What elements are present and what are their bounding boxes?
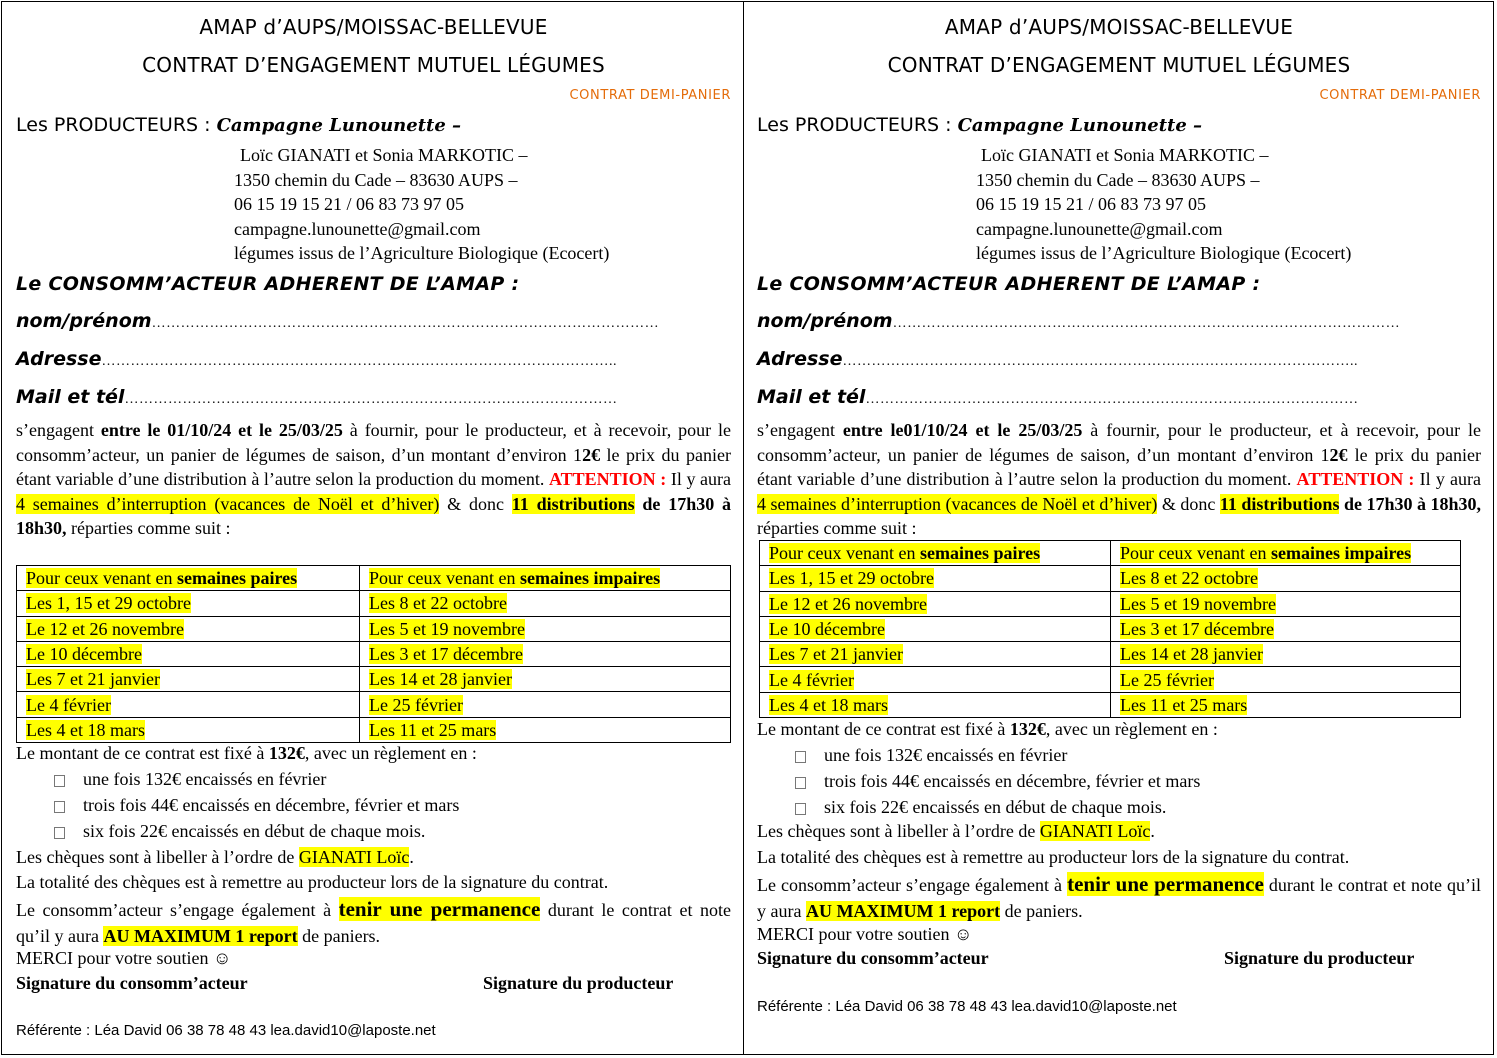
- table-row: [17, 566, 731, 591]
- contract-amount: 132€: [1009, 719, 1046, 739]
- contract-title: CONTRAT D’ENGAGEMENT MUTUEL LÉGUMES: [142, 53, 605, 77]
- schedule-table: [759, 540, 1461, 718]
- consumer-heading: Le CONSOMM’ACTEUR ADHERENT DE L’AMAP :: [16, 273, 520, 295]
- even-date: Les 1, 15 et 29 octobre: [760, 566, 1111, 591]
- producer-email: campagne.lunounette@gmail.com: [234, 219, 481, 239]
- odd-date: Le 25 février: [360, 692, 731, 717]
- farm-dash: –: [445, 115, 462, 136]
- producers-line: [16, 114, 461, 136]
- even-date: Le 10 décembre: [17, 641, 360, 666]
- consumer-signature[interactable]: Signature du consomm’acteur: [16, 973, 248, 993]
- table-row: [760, 566, 1461, 591]
- contact-field[interactable]: [16, 386, 617, 408]
- producers-label: Les PRODUCTEURS :: [757, 114, 958, 136]
- engage-text-6: réparties comme suit :: [757, 518, 917, 538]
- odd-date: Les 3 et 17 décembre: [1111, 616, 1461, 641]
- schedule-table: [16, 565, 731, 743]
- engage-price: 2€: [582, 444, 601, 465]
- engage-text-2: à fournir, pour le producteur, et à recevoir, pour le consomm’acteur, un panier de légumes de saison, d’un montant d’environ 1: [16, 420, 731, 465]
- name-label: nom/prénom: [16, 310, 152, 332]
- payee-highlight: GIANATI Loïc: [1039, 821, 1151, 841]
- address-field[interactable]: [757, 348, 1358, 370]
- odd-date: Les 5 et 19 novembre: [360, 616, 731, 641]
- producer-address: 1350 chemin du Cade – 83630 AUPS –: [976, 170, 1260, 190]
- permanence-highlight: tenir une permanence: [338, 897, 541, 921]
- producer-signature[interactable]: Signature du producteur: [483, 973, 674, 993]
- permanence-highlight: tenir une permanence: [1067, 872, 1264, 896]
- name-dots: ……………………………………………………………………………………………: [892, 316, 1401, 331]
- report-highlight: AU MAXIMUM 1 report: [805, 901, 1001, 921]
- engage-dates: entre le 01/10/24 et le 25/03/25: [100, 420, 343, 440]
- contract-title: CONTRAT D’ENGAGEMENT MUTUEL LÉGUMES: [887, 53, 1351, 77]
- payment-option-3[interactable]: six fois 22€ encaissés en début de chaque mois.: [757, 797, 1166, 818]
- checkbox[interactable]: [795, 751, 806, 763]
- producers-label: Les PRODUCTEURS :: [16, 114, 217, 136]
- name-label: nom/prénom: [757, 310, 893, 332]
- odd-date: Les 14 et 28 janvier: [360, 667, 731, 692]
- contract-amount: 132€: [268, 743, 305, 763]
- contract-type: CONTRAT DEMI-PANIER: [569, 88, 731, 103]
- checkbox[interactable]: [54, 775, 65, 787]
- distribution-hours: de 17h30 à 18h30,: [1339, 493, 1481, 514]
- engage-text-4: Il y aura: [666, 469, 732, 489]
- table-row: [17, 591, 731, 616]
- checkbox[interactable]: [54, 827, 65, 839]
- engagement-paragraph: [16, 418, 731, 541]
- column-divider: [743, 1, 744, 1055]
- engage-text: s’engagent: [757, 420, 843, 440]
- contract-left: [16, 0, 731, 1056]
- contract-right: [757, 0, 1481, 1056]
- producer-names: Loïc GIANATI et Sonia MARKOTIC –: [240, 145, 528, 165]
- consumer-signature[interactable]: Signature du consomm’acteur: [757, 948, 989, 968]
- odd-date: Les 5 et 19 novembre: [1111, 591, 1461, 616]
- table-row: [17, 641, 731, 666]
- thanks-line: MERCI pour votre soutien ☺: [757, 924, 973, 944]
- even-date: Le 12 et 26 novembre: [17, 616, 360, 641]
- engage-text: s’engagent: [16, 420, 101, 440]
- name-field[interactable]: [757, 310, 1400, 332]
- referent-line: Référente : Léa David 06 38 78 48 43 lea.david10@laposte.net: [16, 1022, 436, 1039]
- engagement-paragraph: [757, 418, 1481, 541]
- odd-weeks-header: Pour ceux venant en semaines impaires: [1111, 541, 1461, 566]
- even-date: Les 4 et 18 mars: [17, 717, 360, 742]
- engage-text-4: Il y aura: [1414, 469, 1482, 489]
- engage-text-2: à fournir, pour le producteur, et à recevoir, pour le consomm’acteur, un panier de légumes de saison, d’un montant d’environ 1: [757, 420, 1482, 465]
- odd-date: Les 11 et 25 mars: [1111, 692, 1461, 717]
- odd-weeks-header: Pour ceux venant en semaines impaires: [360, 566, 731, 591]
- payment-option-2[interactable]: trois fois 44€ encaissés en décembre, février et mars: [757, 771, 1200, 792]
- table-row: [760, 667, 1461, 692]
- contract-type: CONTRAT DEMI-PANIER: [1319, 88, 1481, 103]
- even-date: Les 1, 15 et 29 octobre: [17, 591, 360, 616]
- odd-date: Les 8 et 22 octobre: [1111, 566, 1461, 591]
- even-date: Les 7 et 21 janvier: [17, 667, 360, 692]
- permanence-paragraph: Le consomm’acteur s’engage également à tenir une permanence durant le contrat et note qu’il y aura AU MAXIMUM 1 report de paniers.: [16, 897, 731, 946]
- producer-address: 1350 chemin du Cade – 83630 AUPS –: [234, 170, 518, 190]
- producer-certification: légumes issus de l’Agriculture Biologique (Ecocert): [976, 243, 1352, 263]
- consumer-heading: Le CONSOMM’ACTEUR ADHERENT DE L’AMAP :: [757, 273, 1261, 295]
- even-date: Le 10 décembre: [760, 616, 1111, 641]
- table-row: [17, 667, 731, 692]
- table-row: [17, 717, 731, 742]
- engage-text-5: & donc: [1157, 493, 1220, 514]
- permanence-paragraph: Le consomm’acteur s’engage également à tenir une permanence durant le contrat et note qu’il y aura AU MAXIMUM 1 report de paniers.: [757, 872, 1481, 921]
- producer-names: Loïc GIANATI et Sonia MARKOTIC –: [981, 145, 1269, 165]
- distributions-highlight: 11 distributions: [511, 493, 635, 514]
- interruption-highlight: 4 semaines d’interruption (vacances de Noël et d’hiver): [16, 493, 440, 514]
- payment-option-1[interactable]: une fois 132€ encaissés en février: [757, 745, 1067, 766]
- even-date: Le 12 et 26 novembre: [760, 591, 1111, 616]
- table-row: [760, 616, 1461, 641]
- address-field[interactable]: [16, 348, 617, 370]
- even-weeks-header: Pour ceux venant en semaines paires: [760, 541, 1111, 566]
- checkbox[interactable]: [795, 803, 806, 815]
- checkbox[interactable]: [54, 801, 65, 813]
- even-date: Les 4 et 18 mars: [760, 692, 1111, 717]
- engage-text-3: le prix du panier étant variable d’une distribution à l’autre selon la production du moment.: [757, 444, 1481, 489]
- contact-label: Mail et tél: [757, 386, 866, 408]
- contact-label: Mail et tél: [16, 386, 125, 408]
- distribution-hours: de 17h30 à 18h30,: [16, 493, 731, 538]
- checkbox[interactable]: [795, 777, 806, 789]
- totality-line: La totalité des chèques est à remettre au producteur lors de la signature du contrat.: [16, 872, 609, 892]
- address-label: Adresse: [757, 348, 843, 370]
- table-row: [760, 642, 1461, 667]
- address-dots: ……………………………………………………………………………………………..: [101, 354, 617, 369]
- producer-phone: 06 15 19 15 21 / 06 83 73 97 05: [234, 194, 465, 214]
- table-row: [760, 541, 1461, 566]
- even-date: Les 7 et 21 janvier: [760, 642, 1111, 667]
- distributions-highlight: 11 distributions: [1219, 493, 1340, 514]
- amap-title: AMAP d’AUPS/MOISSAC-BELLEVUE: [199, 15, 548, 39]
- producer-phone: 06 15 19 15 21 / 06 83 73 97 05: [976, 194, 1207, 214]
- thanks-line: MERCI pour votre soutien ☺: [16, 948, 232, 968]
- contact-dots: …………………………………………………………………………………………: [124, 392, 618, 407]
- contact-dots: …………………………………………………………………………………………: [865, 392, 1359, 407]
- payee-highlight: GIANATI Loïc: [298, 847, 410, 867]
- table-row: [17, 616, 731, 641]
- table-row: [760, 692, 1461, 717]
- farm-name: Campagne Lunounette: [957, 115, 1187, 136]
- address-dots: ……………………………………………………………………………………………..: [842, 354, 1358, 369]
- even-date: Le 4 février: [760, 667, 1111, 692]
- odd-date: Les 14 et 28 janvier: [1111, 642, 1461, 667]
- engage-text-6: réparties comme suit :: [66, 518, 231, 538]
- engage-text-3: le prix du panier étant variable d’une distribution à l’autre selon la production du moment.: [16, 444, 731, 489]
- producer-signature[interactable]: Signature du producteur: [1224, 948, 1415, 968]
- even-date: Le 4 février: [17, 692, 360, 717]
- cheque-line: Les chèques sont à libeller à l’ordre de GIANATI Loïc.: [757, 821, 1155, 841]
- interruption-highlight: 4 semaines d’interruption (vacances de Noël et d’hiver): [757, 493, 1158, 514]
- report-highlight: AU MAXIMUM 1 report: [103, 926, 298, 946]
- engage-dates: entre le01/10/24 et le 25/03/25: [842, 420, 1083, 440]
- contact-field[interactable]: [757, 386, 1358, 408]
- odd-date: Les 11 et 25 mars: [360, 717, 731, 742]
- odd-date: Les 8 et 22 octobre: [360, 591, 731, 616]
- producer-email: campagne.lunounette@gmail.com: [976, 219, 1223, 239]
- referent-line: Référente : Léa David 06 38 78 48 43 lea.david10@laposte.net: [757, 998, 1177, 1015]
- engage-text-5: & donc: [439, 493, 512, 514]
- amount-line: Le montant de ce contrat est fixé à 132€, avec un règlement en :: [16, 743, 477, 763]
- producers-line: [757, 114, 1202, 136]
- producer-certification: légumes issus de l’Agriculture Biologique (Ecocert): [234, 243, 610, 263]
- farm-name: Campagne Lunounette: [216, 115, 446, 136]
- cheque-line: Les chèques sont à libeller à l’ordre de GIANATI Loïc.: [16, 847, 414, 867]
- payment-option-1[interactable]: une fois 132€ encaissés en février: [16, 769, 326, 790]
- payment-option-2[interactable]: trois fois 44€ encaissés en décembre, février et mars: [16, 795, 459, 816]
- even-weeks-header: Pour ceux venant en semaines paires: [17, 566, 360, 591]
- payment-option-3[interactable]: six fois 22€ encaissés en début de chaque mois.: [16, 821, 425, 842]
- name-field[interactable]: [16, 310, 659, 332]
- farm-dash: –: [1186, 115, 1203, 136]
- odd-date: Les 3 et 17 décembre: [360, 641, 731, 666]
- amap-title: AMAP d’AUPS/MOISSAC-BELLEVUE: [944, 15, 1294, 39]
- totality-line: La totalité des chèques est à remettre au producteur lors de la signature du contrat.: [757, 847, 1350, 867]
- attention-label: ATTENTION :: [1296, 469, 1415, 489]
- address-label: Adresse: [16, 348, 102, 370]
- attention-label: ATTENTION :: [548, 469, 667, 489]
- name-dots: ……………………………………………………………………………………………: [151, 316, 660, 331]
- amount-line: Le montant de ce contrat est fixé à 132€, avec un règlement en :: [757, 719, 1218, 739]
- table-row: [17, 692, 731, 717]
- odd-date: Le 25 février: [1111, 667, 1461, 692]
- table-row: [760, 591, 1461, 616]
- engage-price: 2€: [1329, 444, 1348, 465]
